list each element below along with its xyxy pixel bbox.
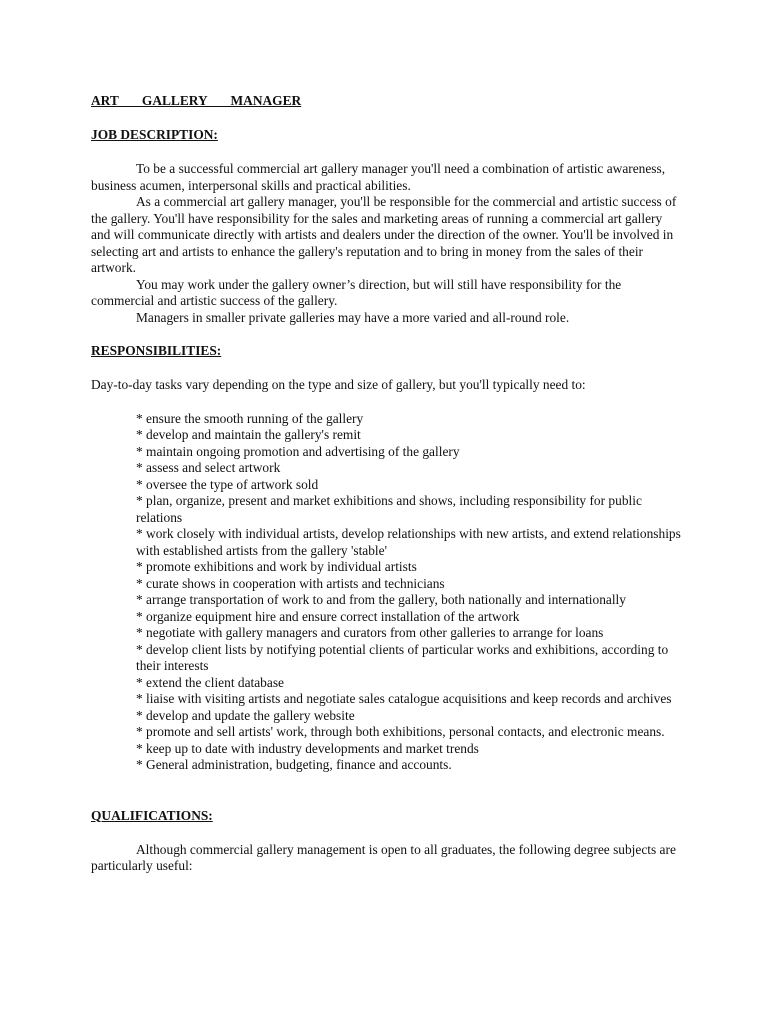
spacer xyxy=(91,144,681,161)
list-item: * negotiate with gallery managers and curators from other galleries to arrange for loans xyxy=(136,625,604,640)
responsibilities-list xyxy=(91,411,681,774)
list-item: * develop and maintain the gallery's remit xyxy=(136,427,361,442)
list-item: * curate shows in cooperation with artists and technicians xyxy=(136,575,445,591)
job-paragraph: As a commercial art gallery manager, you'll be responsible for the commercial and artistic success of the gallery. You'll have responsibility for the sales and marketing areas of running a commercial art gallery and will communicate directly with artists and dealers under the direction of the owner. You'll be involved in selecting art and artists to enhance the gallery's reputation and to bring in money from the sales of their artwork. xyxy=(91,194,677,275)
list-item: * promote and sell artists' work, through both exhibitions, personal contacts, and electronic means. xyxy=(136,724,665,739)
spacer xyxy=(91,394,681,411)
spacer xyxy=(91,774,681,808)
list-item: * work closely with individual artists, develop relationships with new artists, and extend relationships with established artists from the gallery 'stable' xyxy=(136,526,681,558)
list-item: * oversee the type of artwork sold xyxy=(136,476,319,492)
list-item: * arrange transportation of work to and from the gallery, both nationally and internationally xyxy=(136,592,626,607)
list-item: * organize equipment hire and ensure correct installation of the artwork xyxy=(136,608,520,624)
job-description-heading: JOB DESCRIPTION: xyxy=(91,127,218,142)
job-paragraph: You may work under the gallery owner’s direction, but will still have responsibility for the commercial and artistic success of the gallery. xyxy=(91,276,622,308)
list-item: * maintain ongoing promotion and advertising of the gallery xyxy=(136,443,460,459)
job-paragraph: To be a successful commercial art gallery manager you'll need a combination of artistic awareness, business acumen, interpersonal skills and practical abilities. xyxy=(91,161,666,193)
spacer xyxy=(91,110,681,127)
spacer xyxy=(91,326,681,343)
responsibilities-intro: Day-to-day tasks vary depending on the type and size of gallery, but you'll typically need to: xyxy=(91,377,586,392)
document-page xyxy=(91,93,681,875)
list-item: * develop client lists by notifying potential clients of particular works and exhibitions, according to their interests xyxy=(136,641,669,673)
list-item: * General administration, budgeting, finance and accounts. xyxy=(136,757,452,772)
list-item: * assess and select artwork xyxy=(136,460,281,475)
list-item: * keep up to date with industry developments and market trends xyxy=(136,740,479,756)
spacer xyxy=(91,825,681,842)
spacer xyxy=(91,360,681,377)
list-item: * plan, organize, present and market exhibitions and shows, including responsibility for public relations xyxy=(136,493,642,525)
responsibilities-heading: RESPONSIBILITIES: xyxy=(91,343,222,358)
qualifications-paragraph: Although commercial gallery management is open to all graduates, the following degree subjects are particularly useful: xyxy=(91,841,676,873)
list-item: * develop and update the gallery website xyxy=(136,707,355,723)
qualifications-heading: QUALIFICATIONS: xyxy=(91,807,213,823)
document-title: ART GALLERY MANAGER xyxy=(91,93,302,108)
list-item: * extend the client database xyxy=(136,674,284,690)
list-item: * promote exhibitions and work by individual artists xyxy=(136,559,417,574)
list-item: * liaise with visiting artists and negotiate sales catalogue acquisitions and keep records and archives xyxy=(136,691,672,706)
job-paragraph: Managers in smaller private galleries may have a more varied and all-round role. xyxy=(136,309,570,325)
list-item: * ensure the smooth running of the gallery xyxy=(136,410,364,426)
